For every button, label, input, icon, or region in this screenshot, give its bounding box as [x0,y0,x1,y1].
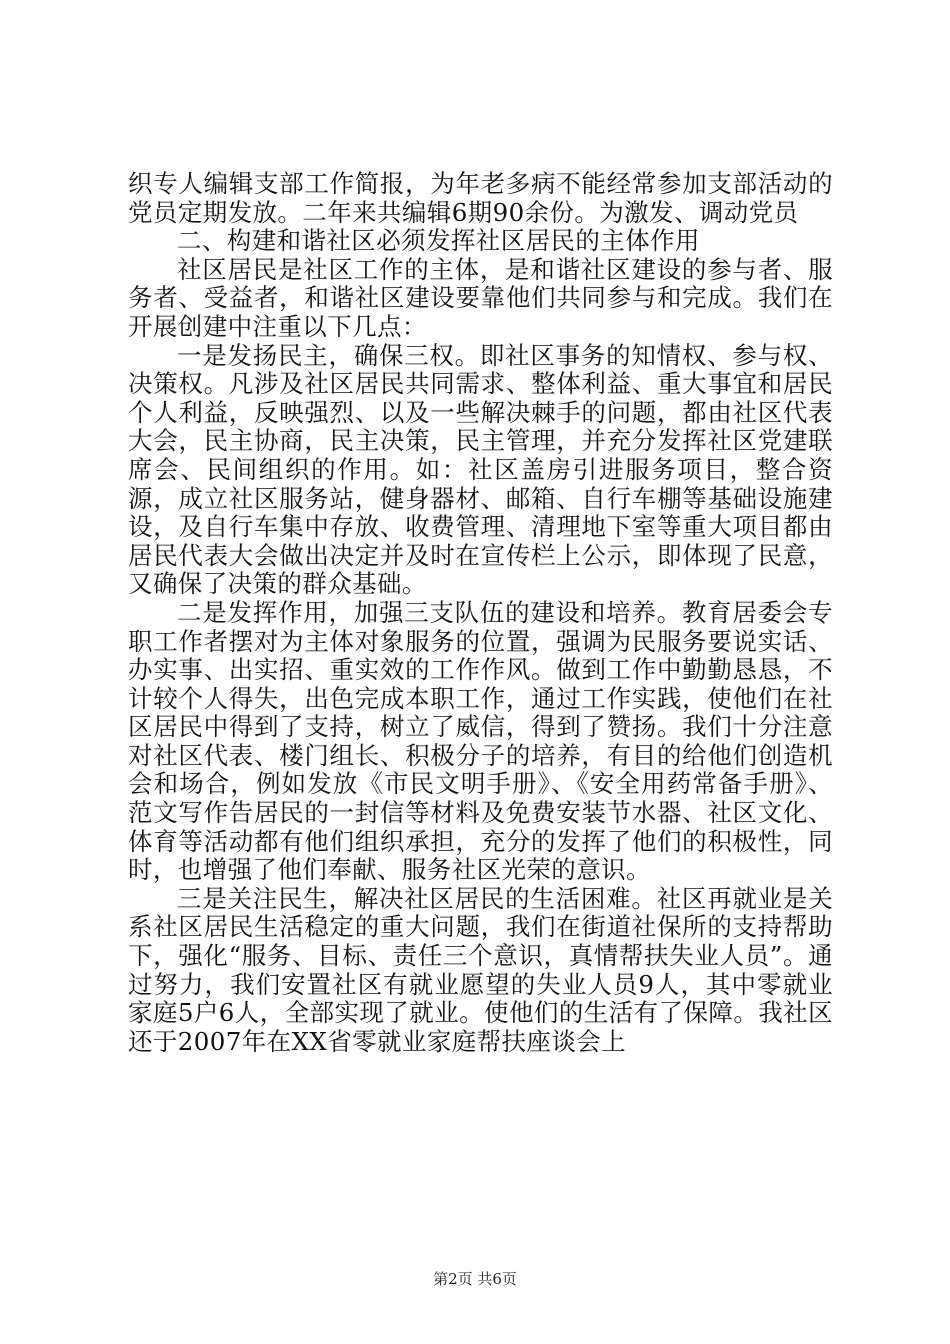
section-heading: 二、构建和谐社区必须发挥社区居民的主体作用 [177,226,700,256]
paragraph-point-two: 二是发挥作用，加强三支队伍的建设和培养。教育居委会专职工作者摆对为主体对象服务的位置，强调为民服务要说实话、办实事、出实招、重实效的工作作风。做到工作中勤勤恳恳，不计较个人得失，出色完成本职工作，通过工作实践，使他们在社区居民中得到了支持，树立了威信，得到了赞扬。我们十分注意对社区代表、楼门组长、积极分子的培养，有目的给他们创造机会和场合，例如发放《市民文明手册》、《安全用药常备手册》、范文写作告居民的一封信等材料及免费安装节水器、社区文化、体育等活动都有他们组织承担，充分的发挥了他们的积极性，同时，也增强了他们奉献、服务社区光荣的意识。 [128,597,833,885]
paragraph-continuation: 织专人编辑支部工作简报，为年老多病不能经常参加支部活动的党员定期发放。二年来共编辑6期90余份。为激发、调动党员 [128,169,833,227]
page-footer: 第2页 共6页 [433,1270,517,1288]
body-text [128,170,833,1056]
paragraph-point-one: 一是发扬民主，确保三权。即社区事务的知情权、参与权、决策权。凡涉及社区居民共同需求、整体利益、重大事宜和居民个人利益，反映强烈、以及一些解决棘手的问题，都由社区代表大会，民主协商，民主决策，民主管理，并充分发挥社区党建联席会、民间组织的作用。如：社区盖房引进服务项目，整合资源，成立社区服务站，健身器材、邮箱、自行车棚等基础设施建设，及自行车集中存放、收费管理、清理地下室等重大项目都由居民代表大会做出决定并及时在宣传栏上公示，即体现了民意，又确保了决策的群众基础。 [128,340,833,599]
paragraph-intro: 社区居民是社区工作的主体，是和谐社区建设的参与者、服务者、受益者，和谐社区建设要靠他们共同参与和完成。我们在开展创建中注重以下几点： [128,254,833,341]
paragraph-point-three: 三是关注民生，解决社区居民的生活困难。社区再就业是关系社区居民生活稳定的重大问题，我们在街道社保所的支持帮助下，强化“服务、目标、责任三个意识，真情帮扶失业人员”。通过努力，我们安置社区有就业愿望的失业人员9人，其中零就业家庭5户6人，全部实现了就业。使他们的生活有了保障。我社区还于2007年在XX省零就业家庭帮扶座谈会上 [128,883,833,1056]
